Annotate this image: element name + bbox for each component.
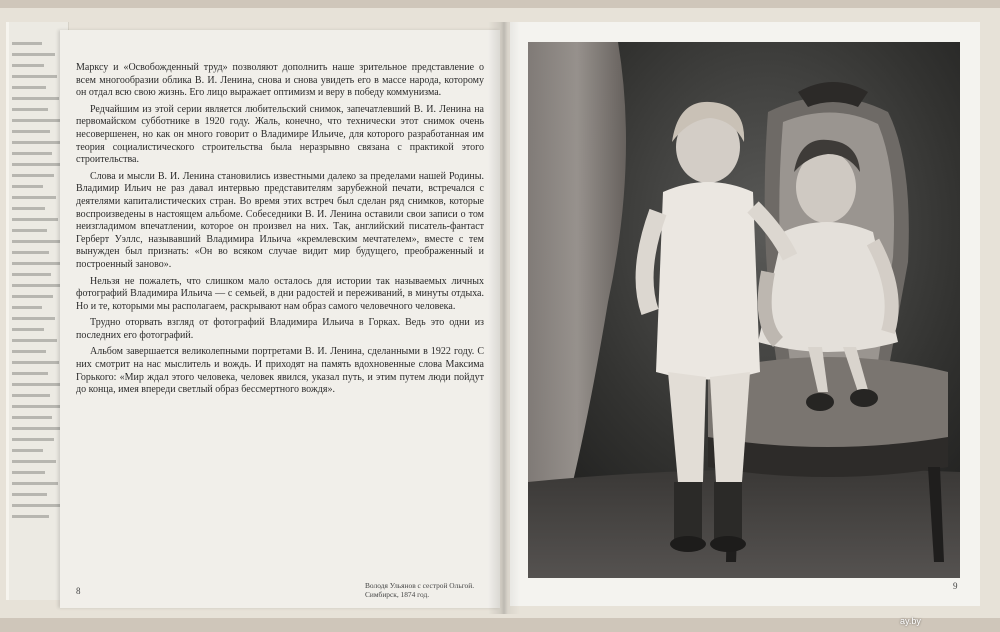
underlying-text-line	[12, 97, 59, 100]
caption-line: Володя Ульянов с сестрой Ольгой.	[365, 581, 475, 590]
underlying-text-line	[12, 416, 52, 419]
underlying-text-line	[12, 130, 50, 133]
historical-photo	[528, 42, 960, 578]
underlying-text-line	[12, 86, 46, 89]
underlying-text-line	[12, 295, 53, 298]
photo-caption	[365, 581, 490, 599]
underlying-text-line	[12, 471, 45, 474]
underlying-text-line	[12, 306, 42, 309]
underlying-text-line	[12, 207, 45, 210]
underlying-text-line	[12, 317, 55, 320]
underlying-text-line	[12, 251, 49, 254]
underlying-text-line	[12, 504, 60, 507]
underlying-text-line	[12, 383, 61, 386]
underlying-text-line	[12, 394, 50, 397]
paragraph: Слова и мысли В. И. Ленина становились известными далеко за пределами нашей Родины. Владимир Ильич не раз давал интервью представителям зарубежной печати, встречался с деятелями капиталистических стран. Во время этих встреч был сделан ряд снимков, которые воспроизведены в настоящем альбоме. Собеседники В. И. Ленина оставили свои записи о том неизгладимом впечатлении, которое он произвел на них. Так, английский писатель-фантаст Герберт Уэллс, называвший Владимира Ильича «кремлевским мечтателем», вместе с тем вынужден был признать: «Он во всяком случае видит мир будущего, преображенный и построенный заново».	[76, 170, 484, 270]
page-edge-strip	[6, 22, 9, 600]
underlying-text-line	[12, 240, 60, 243]
left-page-text	[76, 62, 484, 401]
underlying-text-line	[12, 339, 57, 342]
watermark: ay.by	[900, 616, 921, 626]
page-number-right: 9	[953, 581, 958, 591]
underlying-text-line	[12, 229, 47, 232]
underlying-text-line	[12, 515, 49, 518]
underlying-text-line	[12, 185, 43, 188]
underlying-text-line	[12, 108, 48, 111]
underlying-text-line	[12, 361, 59, 364]
underlying-text-line	[12, 141, 63, 144]
caption-line: Симбирск, 1874 год.	[365, 590, 430, 599]
underlying-text-line	[12, 328, 44, 331]
underlying-text-line	[12, 284, 64, 287]
underlying-text-line	[12, 273, 51, 276]
book-gutter	[488, 22, 520, 614]
paragraph: Альбом завершается великолепными портретами В. И. Ленина, сделанными в 1922 году. С них смотрит на нас мыслитель и вождь. И приходят на память вдохновенные слова Максима Горького: «Мир ждал этого человека, человек явился, указал путь, и этим путем люди пойдут до конца, имея впереди светлый образ бессмертного вождя».	[76, 346, 484, 396]
underlying-text-line	[12, 119, 61, 122]
underlying-text-line	[12, 493, 47, 496]
underlying-text-line	[12, 218, 58, 221]
page-number-left: 8	[76, 586, 81, 596]
underlying-text-line	[12, 460, 56, 463]
paragraph: Марксу и «Освобожденный труд» позволяют дополнить наше зрительное представление о всем многообразии облика В. И. Ленина, снова и снова увидеть его в массе народа, которому он отдал всю свою жизнь. Его лицо выражает оптимизм и веру в победу коммунизма.	[76, 62, 484, 99]
underlying-text-line	[12, 482, 58, 485]
underlying-text-line	[12, 262, 62, 265]
underlying-text-line	[12, 449, 43, 452]
underlying-text-line	[12, 42, 42, 45]
photo-children-on-chair	[528, 42, 960, 578]
underlying-text-line	[12, 64, 44, 67]
underlying-text-line	[12, 196, 56, 199]
underlying-text-line	[12, 174, 54, 177]
underlying-text-line	[12, 438, 54, 441]
underlying-text-line	[12, 350, 46, 353]
underlying-text-line	[12, 405, 63, 408]
underlying-text-line	[12, 163, 65, 166]
paragraph: Редчайшим из этой серии является любительский снимок, запечатлевший В. И. Ленина на первомайском субботнике в 1920 году. Жаль, конечно, что технически этот снимок очень несовершенен, но как он много говорит о Владимире Ильиче, для которого разработанная им теория социалистического строительства была неразрывно связана с практикой этого строительства.	[76, 103, 484, 166]
underlying-text-line	[12, 152, 52, 155]
underlying-text-line	[12, 75, 57, 78]
paragraph: Нельзя не пожалеть, что слишком мало осталось для истории так называемых личных фотографий Владимира Ильича — с семьей, в дни радостей и переживаний, в минуты отдыха. Но и те, которыми мы располагаем, раскрывают нам образ самого человечного человека.	[76, 275, 484, 312]
paragraph: Трудно оторвать взгляд от фотографий Владимира Ильича в Горках. Ведь это одни из последних его фотографий.	[76, 317, 484, 341]
underlying-text-line	[12, 53, 55, 56]
underlying-text-line	[12, 372, 48, 375]
underlying-text-line	[12, 427, 65, 430]
